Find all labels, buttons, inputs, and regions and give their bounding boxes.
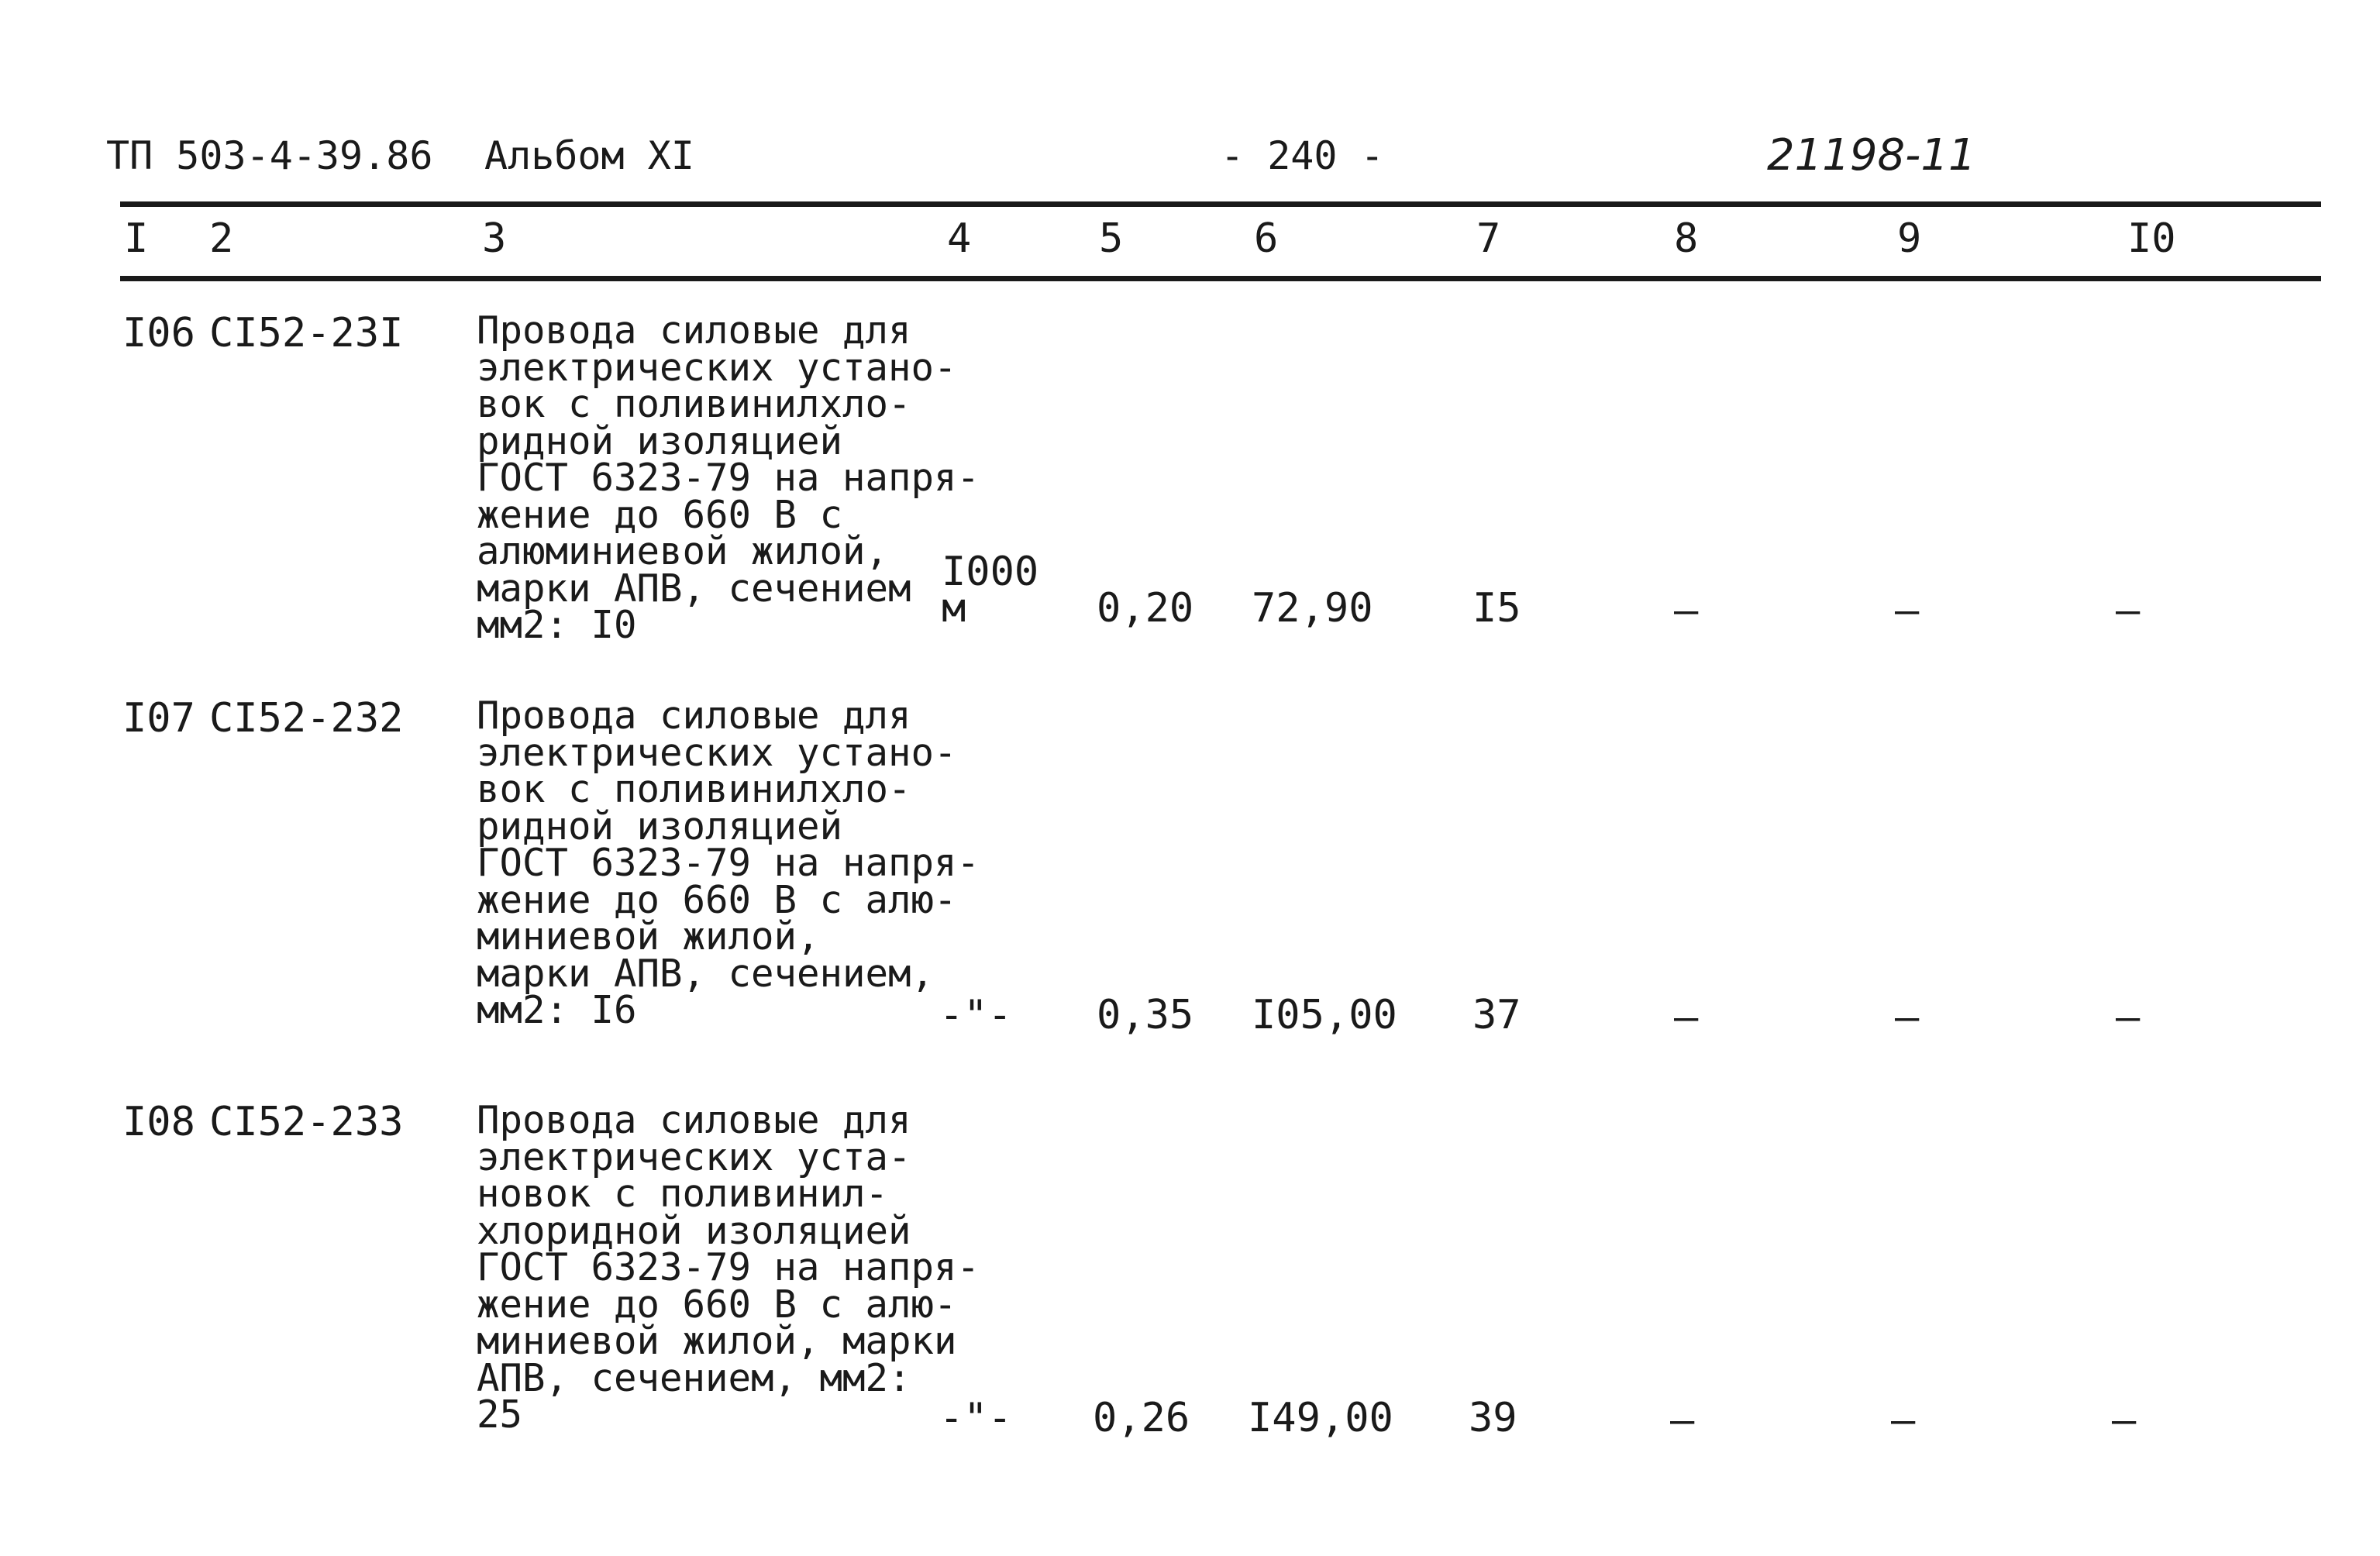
item-description: Провода силовые для электрических уста- новок с поливинил- хлоридной изоляцией ГОСТ 6323-79 на напря- жение до 660 В с алю- миниевой жилой, марки АПВ, сечением, мм2: 25: [477, 1098, 980, 1437]
value-col8: –: [1674, 994, 1699, 1041]
value-col10: –: [2116, 994, 2141, 1041]
item-description: Провода силовые для электрических устано- вок с поливинилхло- ридной изоляцией ГОСТ 6323-79 на напря- жение до 660 В с алюминиевой жилой, марки АПВ, сечением мм2: I0: [477, 308, 980, 647]
value-col9: –: [1891, 1397, 1916, 1444]
page-number: - 240 -: [1221, 133, 1384, 178]
value-col9: –: [1895, 994, 1920, 1041]
document-code: ТП 503-4-39.86: [106, 133, 433, 178]
column-number-10: I0: [2127, 215, 2176, 262]
column-number-6: 6: [1254, 215, 1279, 262]
row-number: I06: [122, 310, 195, 356]
sheet-number: 21198-11: [1767, 130, 1976, 181]
column-number-5: 5: [1099, 215, 1124, 262]
unit-measure: м: [942, 585, 966, 632]
value-col5: 0,20: [1097, 585, 1194, 632]
item-code: СI52-233: [209, 1099, 404, 1145]
row-number: I07: [122, 695, 195, 742]
value-col6: I49,00: [1248, 1395, 1393, 1441]
column-number-7: 7: [1476, 215, 1501, 262]
column-number-9: 9: [1897, 215, 1922, 262]
column-number-8: 8: [1674, 215, 1699, 262]
row-number: I08: [122, 1099, 195, 1145]
value-col8: –: [1670, 1397, 1695, 1444]
value-col5: 0,35: [1097, 992, 1194, 1038]
header-top-rule: [120, 201, 2321, 207]
value-col6: I05,00: [1252, 992, 1397, 1038]
unit-measure: -"-: [939, 992, 1012, 1038]
value-col7: I5: [1472, 585, 1521, 632]
album-label: Альбом XI: [484, 133, 694, 178]
column-number-1: I: [124, 215, 149, 262]
value-col8: –: [1674, 587, 1699, 634]
value-col7: 37: [1472, 992, 1521, 1038]
item-code: СI52-232: [209, 695, 404, 742]
unit-quantity: I000: [942, 549, 1039, 595]
value-col7: 39: [1469, 1395, 1517, 1441]
column-number-4: 4: [947, 215, 972, 262]
unit-measure: -"-: [939, 1395, 1012, 1441]
item-code: СI52-23I: [209, 310, 404, 356]
value-col5: 0,26: [1093, 1395, 1190, 1441]
value-col10: –: [2112, 1397, 2137, 1444]
column-number-3: 3: [482, 215, 507, 262]
header-bottom-rule: [120, 276, 2321, 281]
item-description: Провода силовые для электрических устано- вок с поливинилхло- ридной изоляцией ГОСТ 6323-79 на напря- жение до 660 В с алю- миниевой жилой, марки АПВ, сечением, мм2: I6: [477, 694, 980, 1032]
value-col6: 72,90: [1252, 585, 1373, 632]
value-col10: –: [2116, 587, 2141, 634]
value-col9: –: [1895, 587, 1920, 634]
column-number-2: 2: [209, 215, 234, 262]
